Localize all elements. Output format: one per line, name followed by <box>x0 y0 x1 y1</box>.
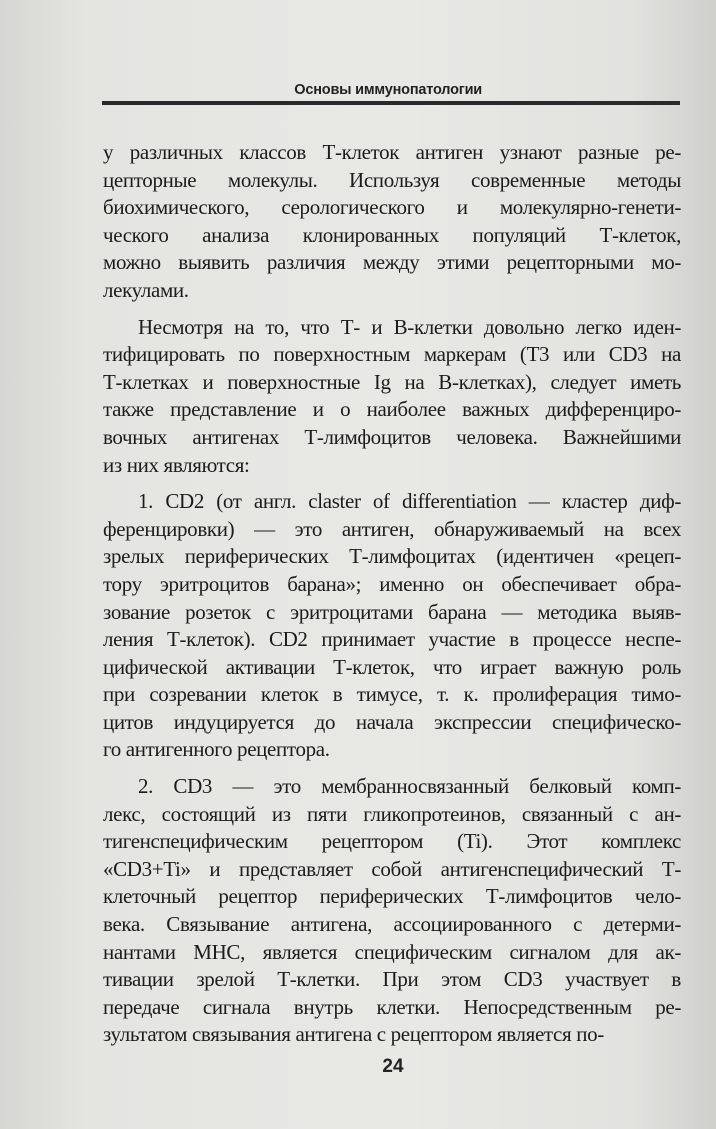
text-line: Т-клетках и поверхностные Ig на В-клетках), следует иметь <box>103 369 681 394</box>
text-line: вочных антигенах Т-лимфоцитов человека. Важнейшими <box>103 424 681 449</box>
paragraph <box>103 139 681 305</box>
text-line: биохимического, серологического и молекулярно-генети- <box>103 195 681 220</box>
text-line: тифицировать по поверхностным маркерам (Т3 или CD3 на <box>103 342 681 367</box>
paragraph-gap <box>103 305 681 314</box>
text-line: тигенспецифическим рецептором (Ti). Этот комплекс <box>103 829 681 854</box>
text-line: также представление и о наиболее важных дифференциро- <box>103 397 681 422</box>
paragraph-gap <box>103 479 681 488</box>
text-line: нантами МНС, является специфическим сигналом для ак- <box>103 939 681 964</box>
paragraph <box>103 314 681 480</box>
text-line: 2. CD3 — это мембранносвязанный белковый комп- <box>138 774 681 799</box>
text-line: века. Связывание антигена, ассоциированного с детерми- <box>103 912 681 937</box>
text-line: тивации зрелой Т-клетки. При этом CD3 участвует в <box>103 967 681 992</box>
text-line: при созревании клеток в тимусе, т. к. пролиферация тимо- <box>103 682 681 707</box>
paragraph <box>103 488 681 764</box>
paragraph <box>103 773 681 1049</box>
text-line: 1. CD2 (от англ. claster of differentiation — кластер диф- <box>138 489 681 514</box>
text-line: «CD3+Ti» и представляет собой антигенспецифический Т- <box>103 856 681 881</box>
running-header <box>102 80 680 100</box>
text-line: цитов индуцируется до начала экспрессии специфическо- <box>103 709 681 734</box>
header-rule <box>102 101 680 105</box>
text-line: го антигенного рецептора. <box>103 737 330 762</box>
text-line: ференцировки) — это антиген, обнаруживаемый на всех <box>103 516 681 541</box>
text-line: лекс, состоящий из пяти гликопротеинов, связанный с ан- <box>103 801 681 826</box>
text-line: клеточный рецептор периферических Т-лимфоцитов чело- <box>103 884 681 909</box>
text-line: цифической активации Т-клеток, что играет важную роль <box>103 654 681 679</box>
page-number: 24 <box>382 1056 404 1077</box>
text-line: зультатом связывания антигена с рецептором является по- <box>103 1022 604 1047</box>
paragraph-gap <box>103 764 681 773</box>
text-line: цепторные молекулы. Используя современные методы <box>103 167 681 192</box>
text-line: у различных классов Т-клеток антиген узнают разные ре- <box>103 140 681 164</box>
text-line: ческого анализа клонированных популяций Т-клеток, <box>103 222 681 247</box>
text-line: передаче сигнала внутрь клетки. Непосредственным ре- <box>103 994 681 1019</box>
text-line: из них являются: <box>103 452 250 477</box>
text-line: лекулами. <box>103 277 189 302</box>
text-line: тору эритроцитов барана»; именно он обеспечивает обра- <box>103 571 681 596</box>
text-line: зрелых периферических Т-лимфоцитах (идентичен «рецеп- <box>103 544 681 569</box>
text-line: ления Т-клеток). CD2 принимает участие в процессе неспе- <box>103 627 681 652</box>
body-text <box>103 139 681 1049</box>
running-title: Основы иммунопатологии <box>294 82 482 98</box>
text-line: Несмотря на то, что Т- и В-клетки довольно легко иден- <box>138 314 681 339</box>
text-line: можно выявить различия между этими рецепторными мо- <box>103 250 681 275</box>
text-line: зование розеток с эритроцитами барана — методика выяв- <box>103 599 681 624</box>
